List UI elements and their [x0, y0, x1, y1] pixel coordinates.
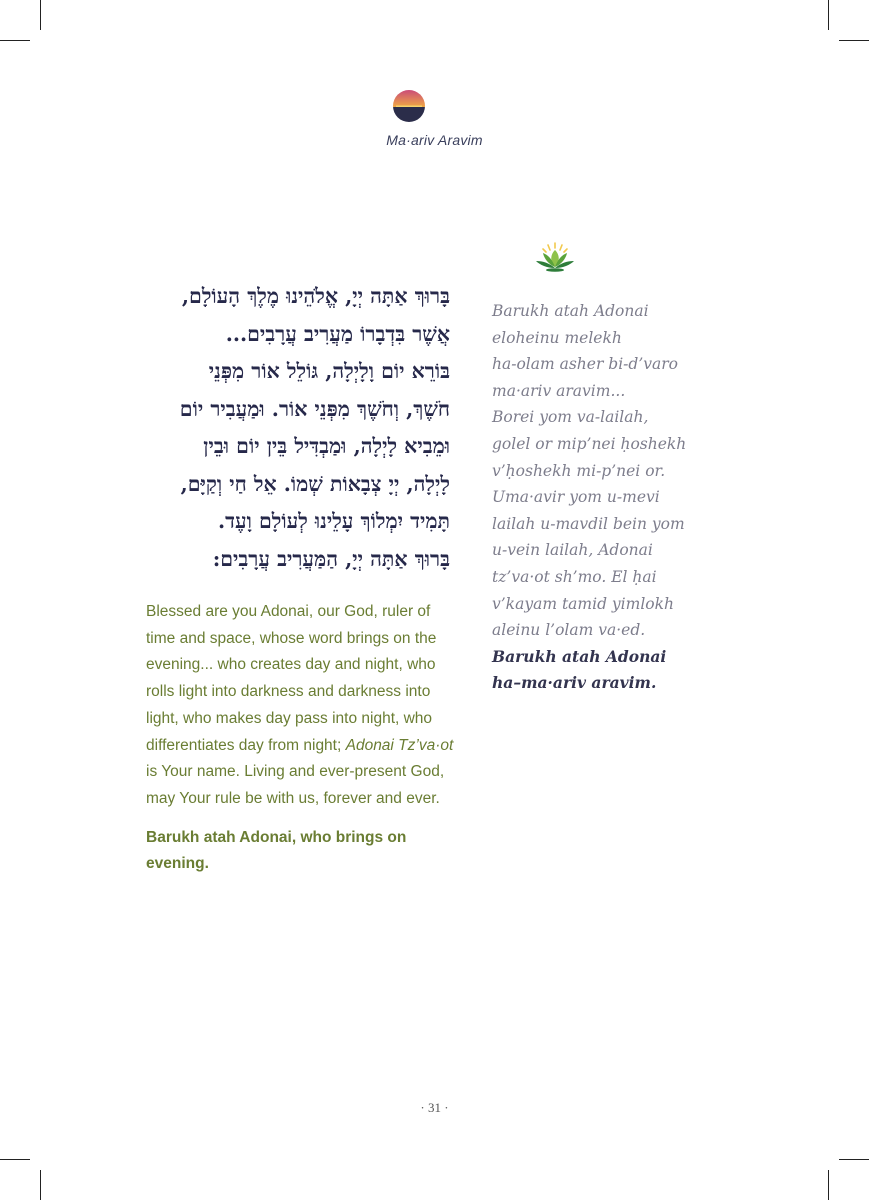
english-text: is Your name. Living and ever-present God, may Your rule be with us, forever and ever.	[146, 763, 445, 807]
translit-line: ma·ariv aravim...	[492, 381, 626, 400]
translit-closing-line: Barukh atah Adonai	[492, 646, 667, 666]
hebrew-line: תָּמִיד יִמְלוֹךְ עָלֵינוּ לְעוֹלָם וָעֶד.	[217, 509, 450, 533]
english-emphasis: Adonai Tz’va·ot	[345, 736, 454, 754]
translit-line: Barukh atah Adonai	[492, 302, 649, 320]
english-translation	[146, 599, 458, 878]
crop-mark	[839, 40, 869, 41]
translit-line: aleinu l’olam va·ed.	[492, 621, 646, 640]
transliteration	[492, 298, 692, 697]
lotus-icon	[533, 240, 577, 274]
hebrew-line: אֲשֶׁר בִּדְבָרוֹ מַעֲרִיב עֲרָבִים...	[225, 321, 450, 346]
crop-mark	[828, 1170, 829, 1200]
translit-line: eloheinu melekh	[492, 328, 622, 347]
hebrew-line: לָיְלָה, יְיָ צְבָאוֹת שְׁמוֹ. אֵל חַי וְקַיָּם,	[180, 471, 450, 496]
hebrew-line: בּוֹרֵא יוֹם וָלָיְלָה, גּוֹלֵל אוֹר מִפְּנֵי	[208, 359, 450, 383]
english-text: Blessed are you Adonai, our God, ruler of time and space, whose word brings on the evening... who creates day and night, who rolls light into darkness and darkness into light, who makes day pass into night, who differentiates day from night;	[146, 603, 437, 754]
crop-mark	[828, 0, 829, 30]
translit-line: v’kayam tamid yimlokh	[492, 594, 674, 613]
translit-line: Uma·avir yom u-mevi	[492, 488, 660, 507]
sunset-icon	[392, 89, 426, 123]
crop-mark	[0, 1159, 30, 1160]
english-paragraph	[146, 599, 458, 813]
page-header-title: Ma·ariv Aravim	[386, 132, 483, 148]
translit-line: v’ḥoshekh mi-p’nei or.	[492, 461, 666, 480]
translit-line: lailah u-mavdil bein yom	[492, 514, 685, 533]
crop-mark	[40, 1170, 41, 1200]
translit-line: golel or mip’nei ḥoshekh	[492, 434, 687, 453]
translit-line: ha-olam asher bi-d’varo	[492, 355, 679, 374]
crop-mark	[40, 0, 41, 30]
english-closing: Barukh atah Adonai, who brings on evening.	[146, 828, 407, 873]
page-number: · 31 ·	[420, 1100, 449, 1115]
hebrew-line: בָּרוּךְ אַתָּה יְיָ, אֱלֹהֵינוּ מֶלֶךְ הָעוֹלָם,	[181, 284, 450, 308]
translit-line: tz’va·ot sh’mo. El ḥai	[492, 567, 657, 586]
hebrew-blessing	[148, 278, 450, 578]
translit-closing-line: ha–ma·ariv aravim.	[492, 673, 657, 693]
translit-line: Borei yom va-lailah,	[492, 408, 649, 427]
translit-line: u-vein lailah, Adonai	[492, 541, 653, 560]
hebrew-line: חֹשֶׁךְ, וְחֹשֶׁךְ מִפְּנֵי אוֹר. וּמַעֲבִיר יוֹם	[179, 396, 450, 421]
hebrew-closing-line: בָּרוּךְ אַתָּה יְיָ, הַמַּעֲרִיב עֲרָבִים:	[212, 546, 450, 571]
hebrew-line: וּמֵבִיא לָיְלָה, וּמַבְדִּיל בֵּין יוֹם וּבֵין	[203, 434, 450, 458]
crop-mark	[0, 40, 30, 41]
crop-mark	[839, 1159, 869, 1160]
